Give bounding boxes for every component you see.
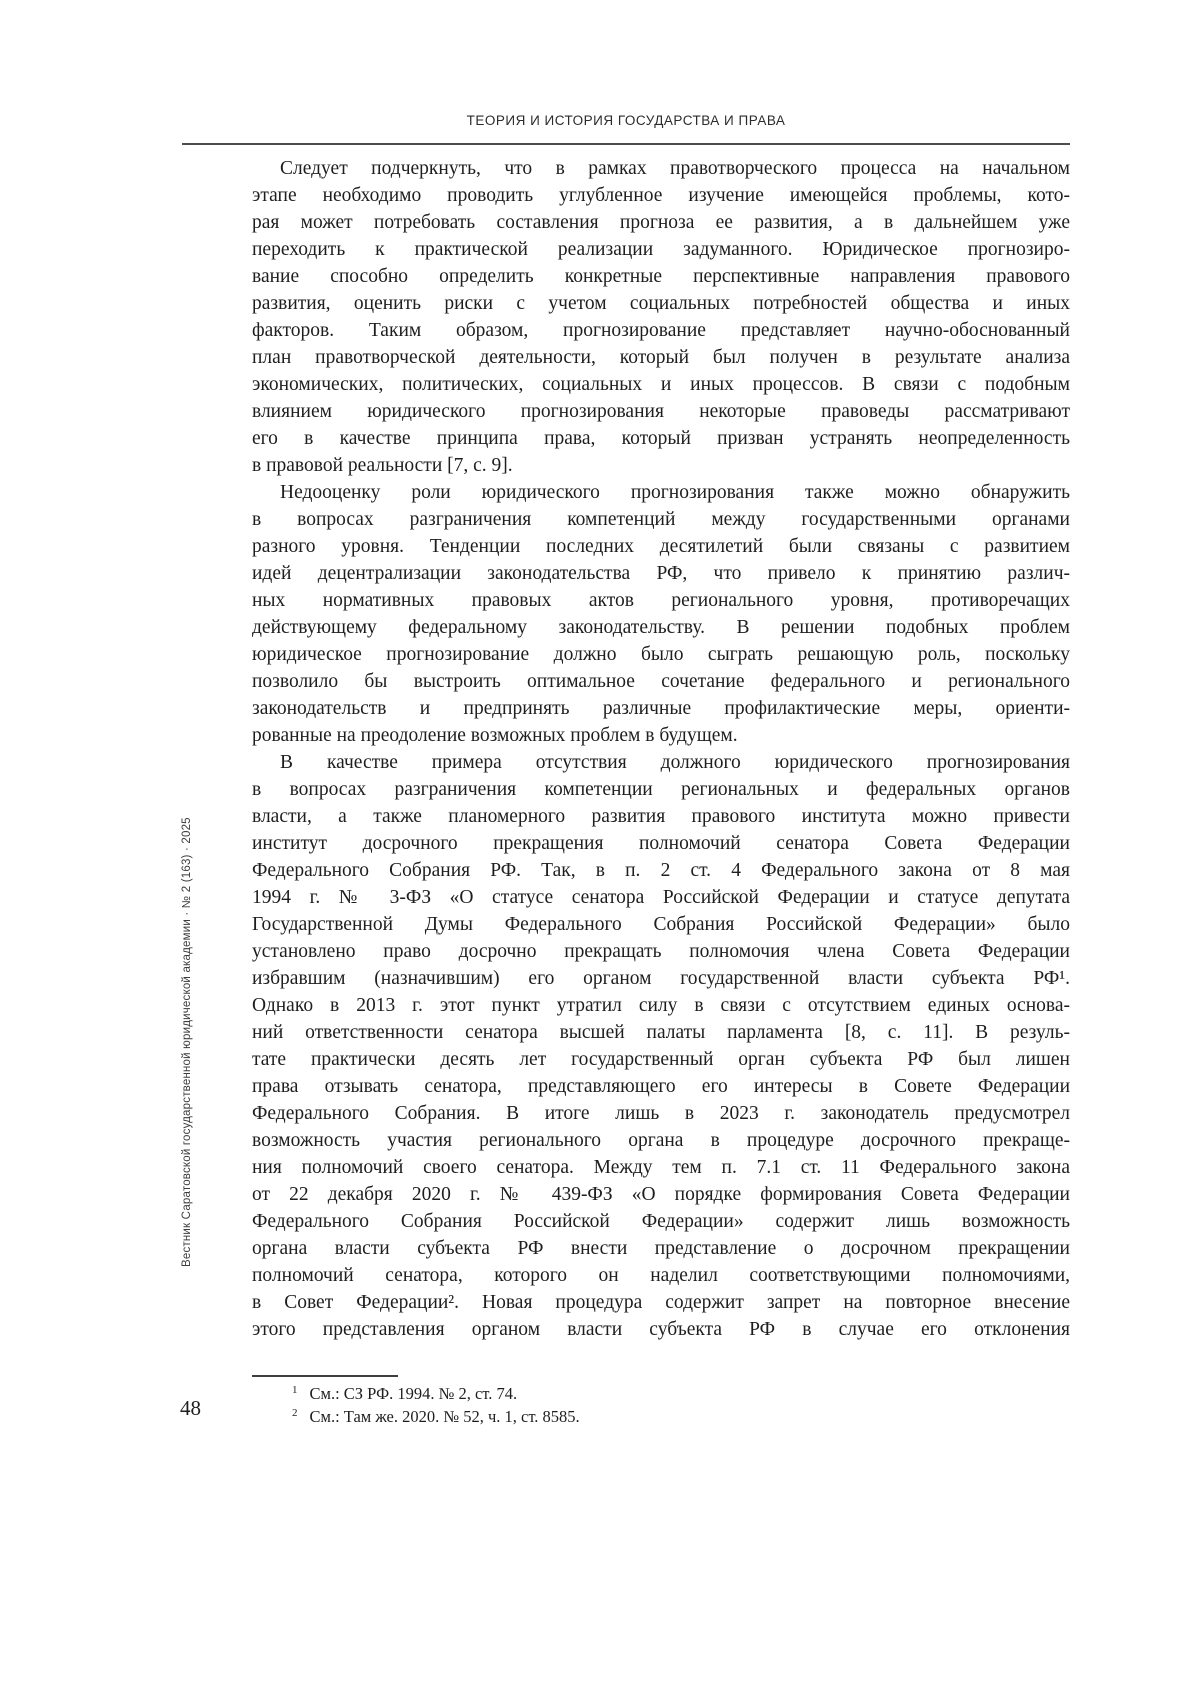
body-line: этапе необходимо проводить углубленное изучение имеющейся проблемы, кото- [252,185,1070,206]
body-line: Недооценку роли юридического прогнозирования также можно обнаружить [280,482,1070,503]
body-line: Федерального Собрания РФ. Так, в п. 2 ст. 4 Федерального закона от 8 мая [252,860,1070,881]
body-text [252,155,1070,1343]
page-number: 48 [180,1396,201,1420]
footnote-rule [252,1375,398,1377]
body-line: юридическое прогнозирование должно было сыграть решающую роль, поскольку [252,644,1070,665]
body-paragraph [252,155,1070,479]
body-line: в вопросах разграничения компетенций между государственными органами [252,509,1070,530]
footnote-item [252,1382,1070,1405]
body-line: действующему федеральному законодательству. В решении подобных проблем [252,617,1070,638]
body-line: факторов. Таким образом, прогнозирование представляет научно-обоснованный [252,320,1070,341]
body-line: развития, оценить риски с учетом социальных потребностей общества и иных [252,293,1070,314]
body-line: Государственной Думы Федерального Собрания Российской Федерации» было [252,914,1070,935]
body-line: ния полномочий своего сенатора. Между тем п. 7.1 ст. 11 Федерального закона [252,1157,1070,1178]
body-line: возможность участия регионального органа в процедуре досрочного прекраще- [252,1130,1070,1151]
body-line: рая может потребовать составления прогноза ее развития, а в дальнейшем уже [252,212,1070,233]
body-line: этого представления органом власти субъекта РФ в случае его отклонения [252,1319,1070,1340]
footnote-text: См.: СЗ РФ. 1994. № 2, ст. 74. [309,1384,518,1403]
body-line: план правотворческой деятельности, который был получен в результате анализа [252,347,1070,368]
body-line: вание способно определить конкретные перспективные направления правового [252,266,1070,287]
header-rule [182,143,1070,145]
body-line: права отзывать сенатора, представляющего его интересы в Совете Федерации [252,1076,1070,1097]
body-line: установлено право досрочно прекращать полномочия члена Совета Федерации [252,941,1070,962]
body-line: в правовой реальности [7, с. 9]. [252,455,513,476]
body-line: его в качестве принципа права, который призван устранять неопределенность [252,428,1070,449]
body-line: влиянием юридического прогнозирования некоторые правоведы рассматривают [252,401,1070,422]
body-line: тате практически десять лет государственный орган субъекта РФ был лишен [252,1049,1070,1070]
body-line: полномочий сенатора, которого он наделил соответствующими полномочиями, [252,1265,1070,1286]
journal-sidebar-text: Вестник Саратовской государственной юридической академии · № 2 (163) · 2025 [181,817,193,1267]
body-line: Однако в 2013 г. этот пункт утратил силу в связи с отсутствием единых основа- [252,995,1070,1016]
body-line: законодательств и предпринять различные профилактические меры, ориенти- [252,698,1070,719]
body-line: институт досрочного прекращения полномочий сенатора Совета Федерации [252,833,1070,854]
body-paragraph [252,749,1070,1343]
footnote-text: См.: Там же. 2020. № 52, ч. 1, ст. 8585. [309,1407,580,1426]
body-line: ных нормативных правовых актов регионального уровня, противоречащих [252,590,1070,611]
body-line: 1994 г. № 3-ФЗ «О статусе сенатора Российской Федерации и статусе депутата [252,887,1070,908]
body-line: Федерального Собрания Российской Федерации» содержит лишь возможность [252,1211,1070,1232]
body-line: власти, а также планомерного развития правового института можно привести [252,806,1070,827]
body-line: в вопросах разграничения компетенции региональных и федеральных органов [252,779,1070,800]
footnote-marker: 2 [292,1406,298,1419]
body-line: экономических, политических, социальных и иных процессов. В связи с подобным [252,374,1070,395]
body-line: переходить к практической реализации задуманного. Юридическое прогнозиро- [252,239,1070,260]
footnote-marker: 1 [292,1383,298,1396]
section-title: ТЕОРИЯ И ИСТОРИЯ ГОСУДАРСТВА И ПРАВА [466,113,786,128]
footnotes [252,1382,1070,1428]
body-line: ний ответственности сенатора высшей палаты парламента [8, с. 11]. В резуль- [252,1022,1070,1043]
footnote-item [252,1405,1070,1428]
body-line: разного уровня. Тенденции последних десятилетий были связаны с развитием [252,536,1070,557]
body-line: избравшим (назначившим) его органом государственной власти субъекта РФ¹. [252,968,1070,989]
body-line: Федерального Собрания. В итоге лишь в 2023 г. законодатель предусмотрел [252,1103,1070,1124]
body-paragraph [252,479,1070,749]
body-line: органа власти субъекта РФ внести представление о досрочном прекращении [252,1238,1070,1259]
body-line: позволило бы выстроить оптимальное сочетание федерального и регионального [252,671,1070,692]
body-line: от 22 декабря 2020 г. № 439-ФЗ «О порядке формирования Совета Федерации [252,1184,1070,1205]
body-line: в Совет Федерации². Новая процедура содержит запрет на повторное внесение [252,1292,1070,1313]
body-line: В качестве примера отсутствия должного юридического прогнозирования [280,752,1070,773]
body-line: идей децентрализации законодательства РФ, что привело к принятию различ- [252,563,1070,584]
body-line: Следует подчеркнуть, что в рамках правотворческого процесса на начальном [280,158,1070,179]
body-line: рованные на преодоление возможных проблем в будущем. [252,725,738,746]
